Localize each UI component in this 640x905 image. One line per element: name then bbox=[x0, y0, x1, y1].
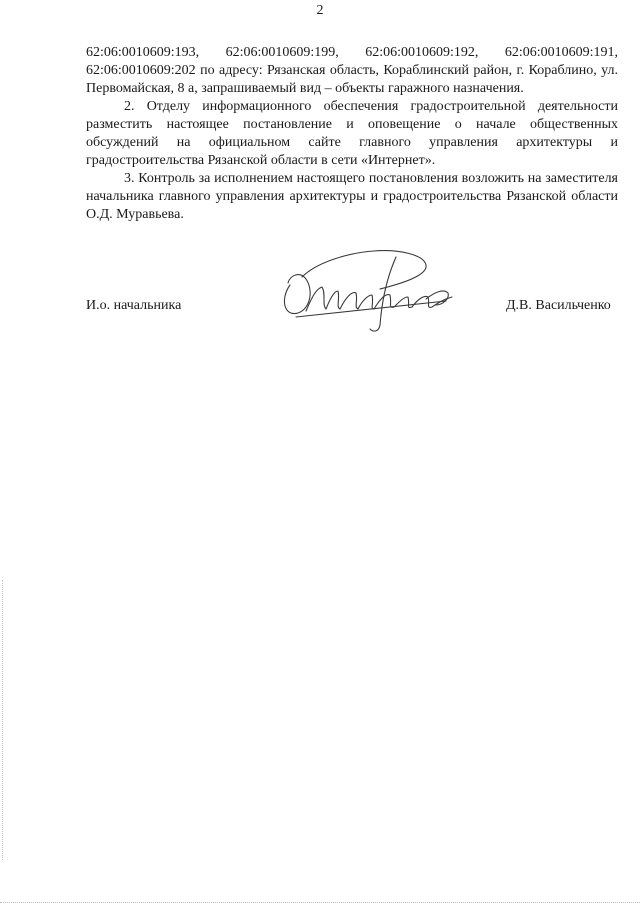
handwritten-signature bbox=[276, 247, 476, 335]
signatory-name: Д.В. Васильченко bbox=[506, 298, 611, 313]
document-body bbox=[86, 44, 618, 224]
paragraph-item-3: 3. Контроль за исполнением настоящего постановления возложить на заместителя начальника главного управления архитектуры и градостроительства Рязанской области О.Д. Муравьева. bbox=[86, 171, 618, 222]
scan-edge-dots bbox=[2, 580, 4, 860]
paragraph-item-2: 2. Отделу информационного обеспечения градостроительной деятельности разместить настоящее постановление и оповещение о начале общественных обсуждений на официальном сайте главного управления архитектуры и градостроительства Рязанской области в сети «Интернет». bbox=[86, 99, 618, 168]
signatory-title: И.о. начальника bbox=[86, 298, 182, 313]
page-number: 2 bbox=[316, 3, 324, 18]
bottom-scan-rule bbox=[0, 902, 640, 903]
paragraph-cadastral-continuation: 62:06:0010609:193, 62:06:0010609:199, 62:06:0010609:192, 62:06:0010609:191, 62:06:0010609:202 по адресу: Рязанская область, Кораблинский район, г. Кораблино, ул. Первомайская, 8 а, запрашиваемый вид – объекты гаражного назначения. bbox=[86, 45, 618, 96]
